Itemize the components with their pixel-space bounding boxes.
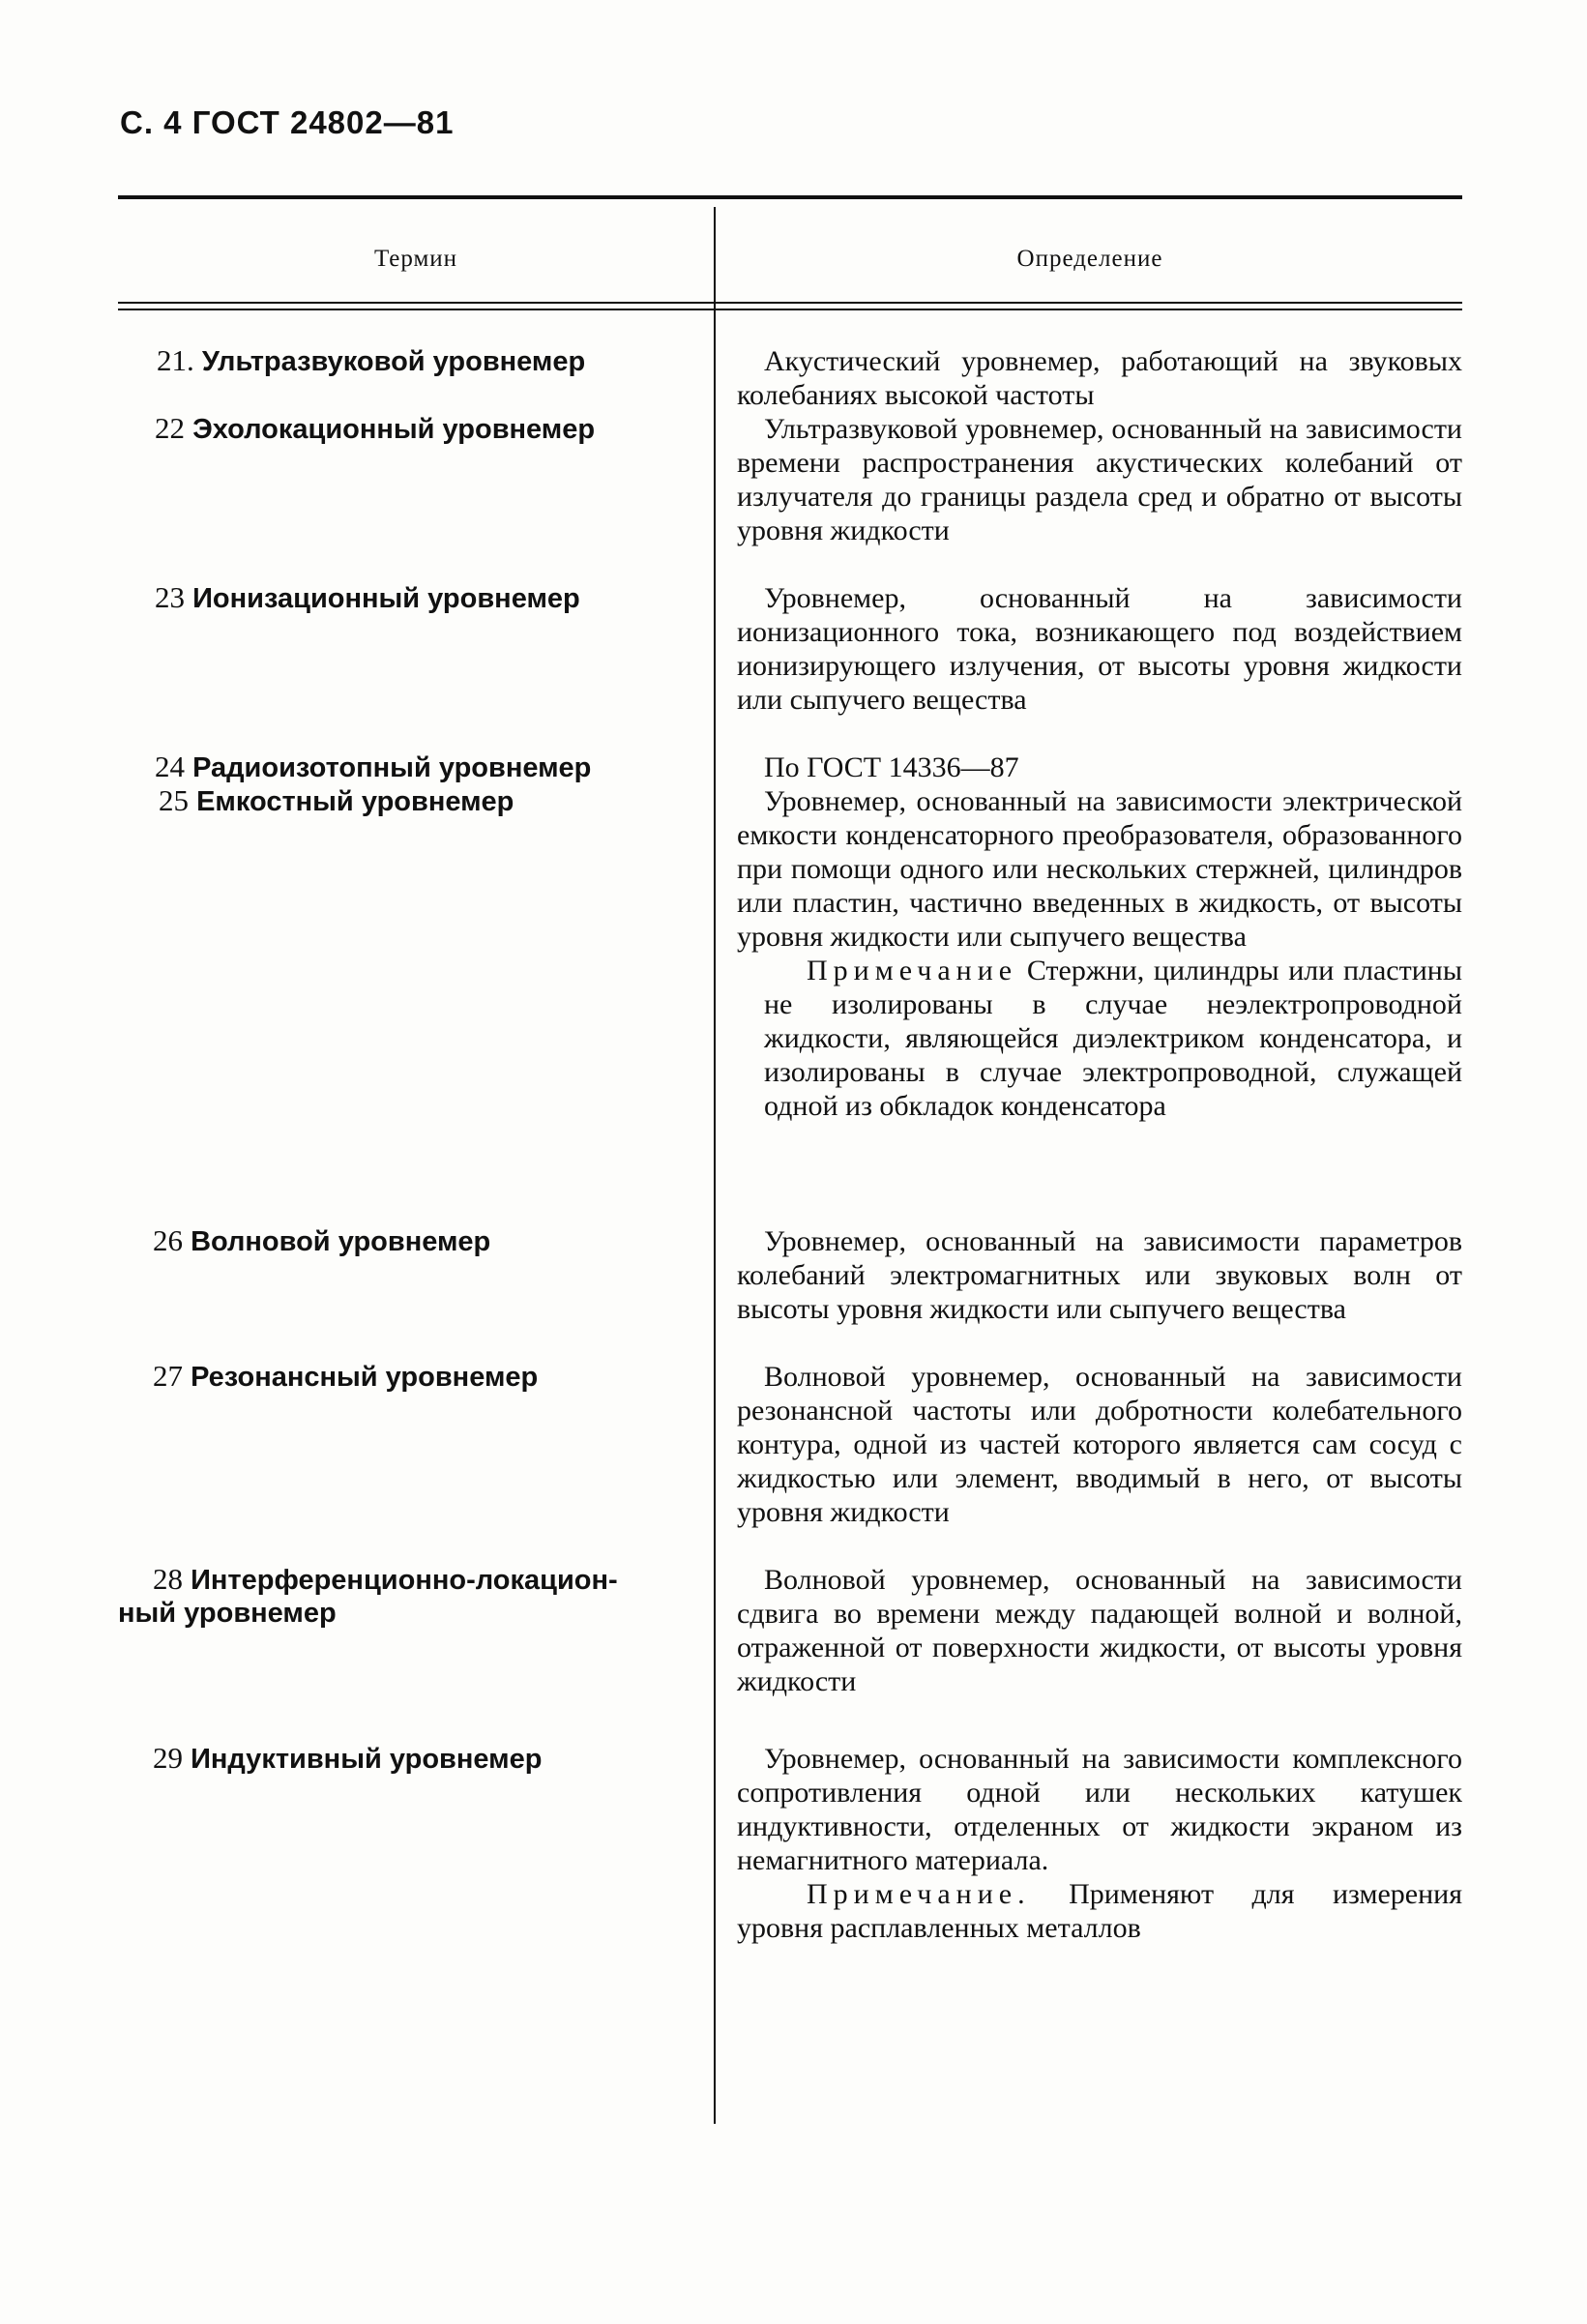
- term-number: 23: [155, 580, 185, 614]
- term-label-continued: ный уровнемер: [118, 1598, 337, 1629]
- term-name: [118, 1742, 729, 1776]
- term-label: Емкостный уровнемер: [196, 786, 514, 817]
- definition-text: Волновой уровнемер, основанный на зависимости резонансной частоты или добротности колебательного контура, одной из частей которого является сам сосуд с жидкостью или элемент, вводимый в него, от высоты уровня жидкости: [737, 1361, 1462, 1528]
- term-number: 26: [153, 1223, 183, 1257]
- header-divider-double: [118, 309, 1462, 310]
- definition-text: Уровнемер, основанный на зависимости комплексного сопротивления одной или нескольких катушек индуктивности, отделенных от жидкости экраном из немагнитного материала.: [737, 1743, 1462, 1876]
- term-definition: [737, 581, 1462, 717]
- definition-text: По ГОСТ 14336—87: [764, 751, 1019, 783]
- definition-text: Уровнемер, основанный на зависимости электрической емкости конденсаторного преобразователя, образованного при помощи одного или нескольких стержней, цилиндров или пластин, частично введенных в жидкость, от высоты уровня жидкости или сыпучего вещества: [737, 785, 1462, 953]
- term-number: 29: [153, 1741, 183, 1775]
- term-name: [118, 784, 735, 818]
- term-number: 28: [153, 1562, 183, 1596]
- term-name: [118, 750, 731, 784]
- term-name: [118, 412, 731, 446]
- term-name: [118, 581, 731, 615]
- note-label: Примечание: [807, 955, 1018, 986]
- definition-text: Волновой уровнемер, основанный на зависимости сдвига во времени между падающей волной и волной, отраженной от поверхности жидкости, от высоты уровня жидкости: [737, 1564, 1462, 1697]
- table-top-rule: [118, 195, 1462, 199]
- term-definition: [737, 412, 1462, 547]
- definition-note: [737, 1877, 1462, 1945]
- term-label: Эхолокационный уровнемер: [192, 414, 596, 445]
- term-number: 27: [153, 1359, 183, 1393]
- term-name: [118, 1360, 729, 1394]
- note-text: Стержни, цилиндры или пластины не изолированы в случае неэлектропроводной жидкости, являющейся диэлектриком конденсатора, и изолированы в случае электропроводной, служащей одной из обкладок конденсатора: [764, 955, 1462, 1122]
- term-definition: [737, 1742, 1462, 1945]
- column-divider: [714, 207, 716, 2124]
- term-definition: [737, 750, 1462, 784]
- definition-text: Акустический уровнемер, работающий на звуковых колебаниях высокой частоты: [737, 345, 1462, 411]
- note-label: Примечание.: [807, 1878, 1031, 1910]
- term-label: Ионизационный уровнемер: [192, 583, 580, 614]
- term-name: [118, 344, 733, 378]
- page-header: С. 4 ГОСТ 24802—81: [120, 104, 455, 140]
- term-name: [118, 1224, 729, 1258]
- term-number: 22: [155, 411, 185, 445]
- term-definition: [737, 1563, 1462, 1698]
- column-header-definition: Определение: [1016, 246, 1163, 272]
- definition-note: [764, 954, 1462, 1123]
- term-definition: [737, 344, 1462, 412]
- header-divider: [118, 302, 1462, 304]
- term-label: Индуктивный уровнемер: [191, 1744, 543, 1775]
- term-label: Волновой уровнемер: [191, 1226, 491, 1257]
- term-label: Ультразвуковой уровнемер: [201, 346, 586, 377]
- term-definition: [737, 784, 1462, 1123]
- note-text: Применяют для измерения уровня расплавленных металлов: [737, 1878, 1462, 1944]
- term-label: Интерференционно-локацион-: [191, 1565, 618, 1596]
- definition-text: Уровнемер, основанный на зависимости ионизационного тока, возникающего под воздействием ионизирующего излучения, от высоты уровня жидкости или сыпучего вещества: [737, 582, 1462, 716]
- column-header-term: Термин: [373, 246, 458, 272]
- term-number: 21.: [157, 343, 194, 377]
- definition-text: Ультразвуковой уровнемер, основанный на зависимости времени распространения акустических колебаний от излучателя до границы раздела сред и обратно от высоты уровня жидкости: [737, 413, 1462, 546]
- term-definition: [737, 1360, 1462, 1529]
- term-name: [118, 1563, 729, 1630]
- term-number: 25: [159, 783, 189, 817]
- term-definition: [737, 1224, 1462, 1326]
- term-number: 24: [155, 750, 185, 783]
- term-label: Радиоизотопный уровнемер: [192, 752, 592, 783]
- term-label: Резонансный уровнемер: [191, 1362, 539, 1393]
- definition-text: Уровнемер, основанный на зависимости параметров колебаний электромагнитных или звуковых волн от высоты уровня жидкости или сыпучего вещества: [737, 1225, 1462, 1325]
